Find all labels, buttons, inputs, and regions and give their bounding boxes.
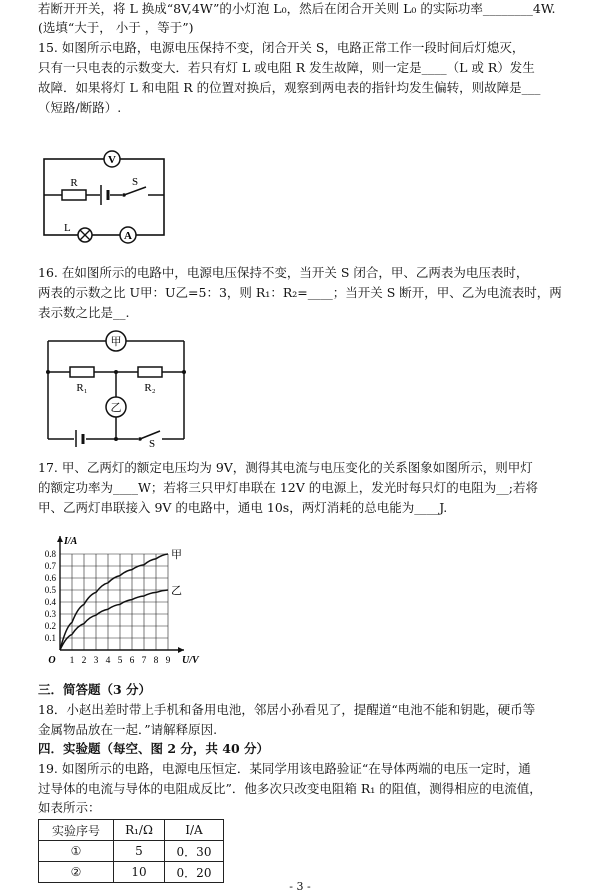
x-axis-arrow [178,647,184,653]
series-label-1: 乙 [171,585,182,597]
q19-line-1: 19. 如图所示的电路，电源电压恒定．某同学用该电路验证“在导体两端的电压一定时，通 [38,761,531,776]
table-header: R₁/Ω [114,820,165,841]
q19-data-table [38,819,224,883]
section-4-heading: 四．实验题（每空、图 2 分，共 40 分） [38,741,270,756]
table-header-row [39,820,224,841]
table-cell: ① [39,841,114,862]
section-3-heading: 三．简答题（3 分） [38,682,152,697]
switch-icon [138,429,162,447]
q17-line-2: 的额定功率为____W；若将三只甲灯串联在 12V 的电源上，发光时每只灯的电阻为__;若将 [38,480,538,495]
q15-line-3: 故障．如果将灯 L 和电阻 R 的位置对换后，观察到两电表的指针均发生偏转，则故障是___ [38,80,541,95]
table-cell: 5 [114,841,165,862]
meter-jia-label: 甲 [110,336,122,348]
q19-line-3: 如表所示： [38,800,101,815]
resistor-icon [62,177,86,200]
q14-line-2: (选填“大于， 小于 ，等于”) [38,20,194,35]
table-cell: 10 [114,862,165,883]
lamp-icon [64,222,92,242]
voltmeter-label: V [108,154,116,166]
x-tick-label: 4 [105,656,111,666]
y-tick-label: 0.6 [44,573,56,583]
q14-line-1: 若断开开关，将 L 换成“8V,4W”的小灯泡 L₀，然后在闭合开关则 L₀ 的实际功率________4W. [38,1,556,16]
page-number: - 3 - [289,880,311,893]
q15-line-1: 15. 如图所示电路，电源电压保持不变，闭合开关 S，电路正常工作一段时间后灯熄灭， [38,40,525,55]
r1-resistor-icon [70,367,94,394]
q19-line-2: 过导体的电流与导体的电阻成反比”．他多次只改变电阻箱 R₁ 的阻值，测得相应的电流值， [38,781,542,796]
x-tick-label: 5 [117,656,123,666]
x-tick-label: 1 [69,656,75,666]
table-cell: ② [39,862,114,883]
voltmeter-icon [104,151,120,167]
x-tick-label: 6 [129,656,135,666]
series-line-1 [60,590,168,650]
origin-label: O [48,655,56,666]
x-axis-label: U/V [182,655,199,666]
y-tick-label: 0.5 [44,585,56,595]
meter-yi-icon [106,397,126,417]
table-cell: 0．20 [165,862,224,883]
x-tick-label: 7 [141,656,147,666]
q17-line-1: 17. 甲、乙两灯的额定电压均为 9V，测得其电流与电压变化的关系图象如图所示，则甲灯 [38,460,533,475]
table-cell: 0．30 [165,841,224,862]
meter-jia-icon [106,331,126,351]
q15-circuit-diagram [30,145,180,250]
y-tick-label: 0.4 [44,597,56,607]
table-header: I/A [165,820,224,841]
series-label-0: 甲 [171,549,182,561]
y-tick-label: 0.3 [44,609,56,619]
ammeter-label: A [124,230,132,242]
resistor-label: R [70,177,78,189]
y-tick-label: 0.2 [44,621,56,631]
x-tick-label: 8 [153,656,159,666]
q18-line-1: 18．小赵出差时带上手机和备用电池，邻居小孙看见了，提醒道“电池不能和钥匙，硬币等 [38,702,536,717]
y-axis-arrow [57,536,63,542]
q16-line-3: 表示数之比是__. [38,305,130,320]
table-row [39,841,224,862]
q16-line-2: 两表的示数之比 U甲：U乙=5：3，则 R₁：R₂=____；当开关 S 断开，甲、乙为电流表时，两 [38,285,562,300]
switch-icon [122,176,148,199]
q17-line-3: 甲、乙两灯串联接入 9V 的电路中，通电 10s，两灯消耗的总电能为____J. [38,500,448,515]
battery-icon [74,429,86,447]
q15-line-2: 只有一只电表的示数变大．若只有灯 L 或电阻 R 发生故障，则一定是____（L 或 R）发生 [38,60,535,75]
battery-icon [100,185,110,205]
q16-circuit-diagram [38,325,193,447]
meter-yi-label: 乙 [110,402,122,414]
switch-label: S [131,176,139,188]
ammeter-icon [120,227,136,243]
x-tick-label: 2 [81,656,87,666]
y-axis-label: I/A [64,536,78,547]
y-tick-label: 0.8 [44,549,56,559]
r2-resistor-icon [138,367,162,394]
iv-chart [30,528,210,670]
y-tick-label: 0.1 [44,633,56,643]
switch-label: S [148,438,156,447]
r2-label: R₂ [144,382,156,394]
y-tick-label: 0.7 [44,561,56,571]
table-header: 实验序号 [39,820,114,841]
x-tick-label: 3 [93,656,99,666]
q16-line-1: 16. 在如图所示的电路中，电源电压保持不变，当开关 S 闭合，甲、乙两表为电压表时， [38,265,529,280]
x-tick-label: 9 [165,656,171,666]
lamp-label: L [64,222,71,234]
q15-line-4: （短路/断路）. [38,100,122,115]
r1-label: R₁ [76,382,88,394]
q18-line-2: 金属物品放在一起．”请解释原因. [38,722,218,737]
